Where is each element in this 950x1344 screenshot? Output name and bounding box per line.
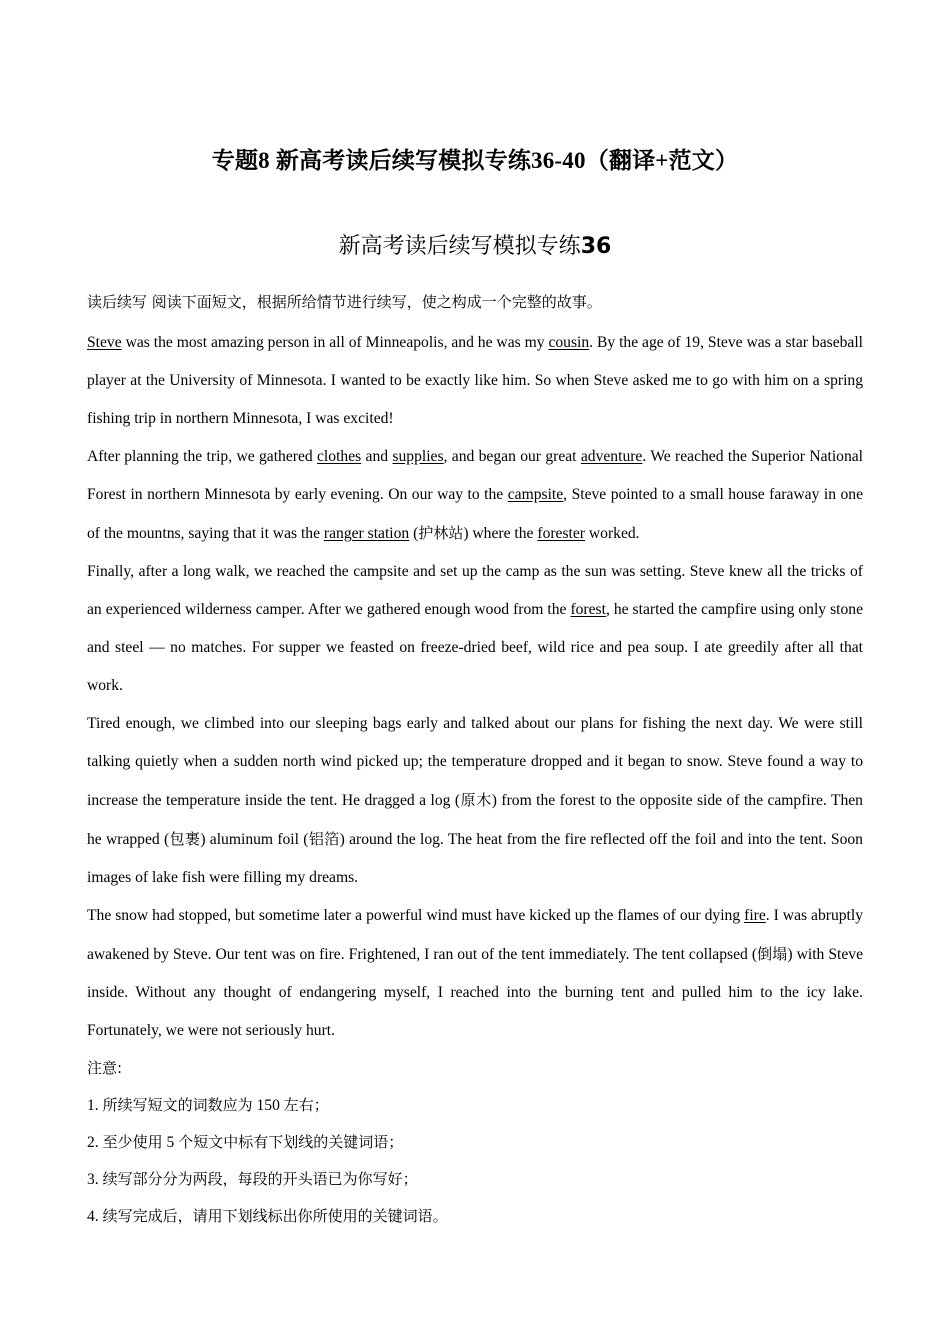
note-text: 续写部分分为两段，每段的开头语已为你写好； — [102, 1170, 418, 1188]
note-item-3 — [87, 1161, 863, 1198]
note-number: 4. — [87, 1208, 103, 1225]
keyword-forester: forester — [537, 525, 585, 542]
instruction-text: 读后续写 阅读下面短文，根据所给情节进行续写，使之构成一个完整的故事。 — [87, 293, 602, 311]
note-item-4 — [87, 1198, 863, 1235]
note-value: 5 — [162, 1134, 179, 1151]
text-run: ( — [409, 525, 419, 542]
keyword-ranger-station: ranger station — [323, 525, 410, 542]
story-paragraph-3 — [87, 553, 863, 705]
note-text: 至少使用 — [102, 1133, 163, 1151]
text-run: , and began our great — [443, 448, 581, 465]
note-number: 1. — [87, 1097, 103, 1114]
text-run: ) from the forest to the opposite side of the campfire. Then he wrapped ( — [87, 792, 863, 848]
gloss-wrap: 包裹 — [169, 830, 201, 848]
note-text: 个短文中标有下划线的关键词语； — [178, 1133, 404, 1151]
text-run: . We reached the Superior National Forest in northern Minnesota by early evening. On our way to the — [87, 448, 864, 503]
text-run: ) where the — [463, 525, 538, 542]
note-text: 左右； — [283, 1096, 329, 1114]
page-title: 专题8 新高考读后续写模拟专练36-40（翻译+范文） — [211, 148, 739, 173]
keyword-forest: forest — [570, 601, 606, 618]
note-item-2 — [87, 1124, 863, 1161]
notes-section — [87, 1050, 863, 1235]
note-text: 所续写短文的词数应为 — [102, 1096, 253, 1114]
keyword-clothes: clothes — [317, 448, 362, 465]
text-run: worked. — [585, 525, 640, 542]
content-body — [87, 292, 863, 1235]
note-value: 150 — [252, 1097, 284, 1114]
text-run: , Steve pointed to a small house faraway in one of the mountns, saying that it was the — [87, 486, 863, 542]
text-run: Tired enough, we climbed into our sleeping bags early and talked about our plans for fishing the next day. We were still talking quietly when a sudden north wind picked up; the temperature dropped and it began to snow. Steve found a way to increase the temperature inside the tent. He dragged a log ( — [87, 715, 863, 809]
text-run: ) with Steve inside. Without any thought of endangering myself, I reached into the burning tent and pulled him to the icy lake. Fortunately, we were not seriously hurt. — [87, 946, 864, 1039]
text-run: The snow had stopped, but sometime later a powerful wind must have kicked up the flames of our dying — [87, 907, 745, 924]
gloss-ranger-station: 护林站 — [418, 524, 464, 542]
text-run: Finally, after a long walk, we reached the campsite and set up the camp as the sun was setting. Steve knew all the tricks of an experienced wilderness camper. After we gathered enough wood from the — [87, 563, 863, 618]
text-run: ) around the log. The heat from the fire reflected off the foil and into the tent. Soon images of lake fish were filling my dreams. — [87, 831, 863, 886]
text-run: ) aluminum foil ( — [200, 831, 309, 848]
text-run: and — [361, 448, 393, 465]
story-paragraph-1 — [87, 324, 863, 438]
keyword-cousin: cousin — [548, 334, 590, 351]
story-paragraph-4 — [87, 705, 863, 897]
keyword-supplies: supplies — [392, 448, 444, 465]
note-text: 续写完成后，请用下划线标出你所使用的关键词语。 — [102, 1207, 448, 1225]
exercise-number: 36 — [580, 234, 612, 259]
keyword-campsite: campsite — [507, 486, 564, 503]
keyword-fire: fire — [744, 907, 766, 924]
note-item-1 — [87, 1087, 863, 1124]
text-run: . I was abruptly awakened by Steve. Our tent was on fire. Frightened, I ran out of the tent immediately. The tent collapsed ( — [87, 907, 864, 963]
text-run: . By the age of 19, Steve was a star baseball player at the University of Minnesota. I wanted to be exactly like him. So when Steve asked me to go with him on a spring fishing trip in northern Minnesota, I was excited! — [87, 334, 863, 427]
story-paragraph-2 — [87, 438, 863, 553]
notes-heading-text: 注意: — [87, 1059, 123, 1077]
text-run: , he started the campfire using only stone and steel — no matches. For supper we feasted on freeze-dried beef, wild rice and pea soup. I ate greedily after all that work. — [87, 601, 863, 694]
gloss-log: 原木 — [460, 791, 492, 809]
exercise-title-text: 新高考读后续写模拟专练 — [338, 234, 581, 259]
text-run: After planning the trip, we gathered — [87, 448, 318, 465]
note-number: 3. — [87, 1171, 103, 1188]
note-number: 2. — [87, 1134, 103, 1151]
text-run: was the most amazing person in all of Minneapolis, and he was my — [121, 334, 549, 351]
gloss-collapse: 倒塌 — [757, 945, 788, 963]
story-paragraph-5 — [87, 897, 863, 1050]
keyword-adventure: adventure — [580, 448, 643, 465]
exercise-title — [0, 232, 950, 262]
gloss-foil: 铝箔 — [308, 830, 340, 848]
keyword-steve: Steve — [87, 334, 122, 351]
notes-heading — [87, 1050, 863, 1087]
